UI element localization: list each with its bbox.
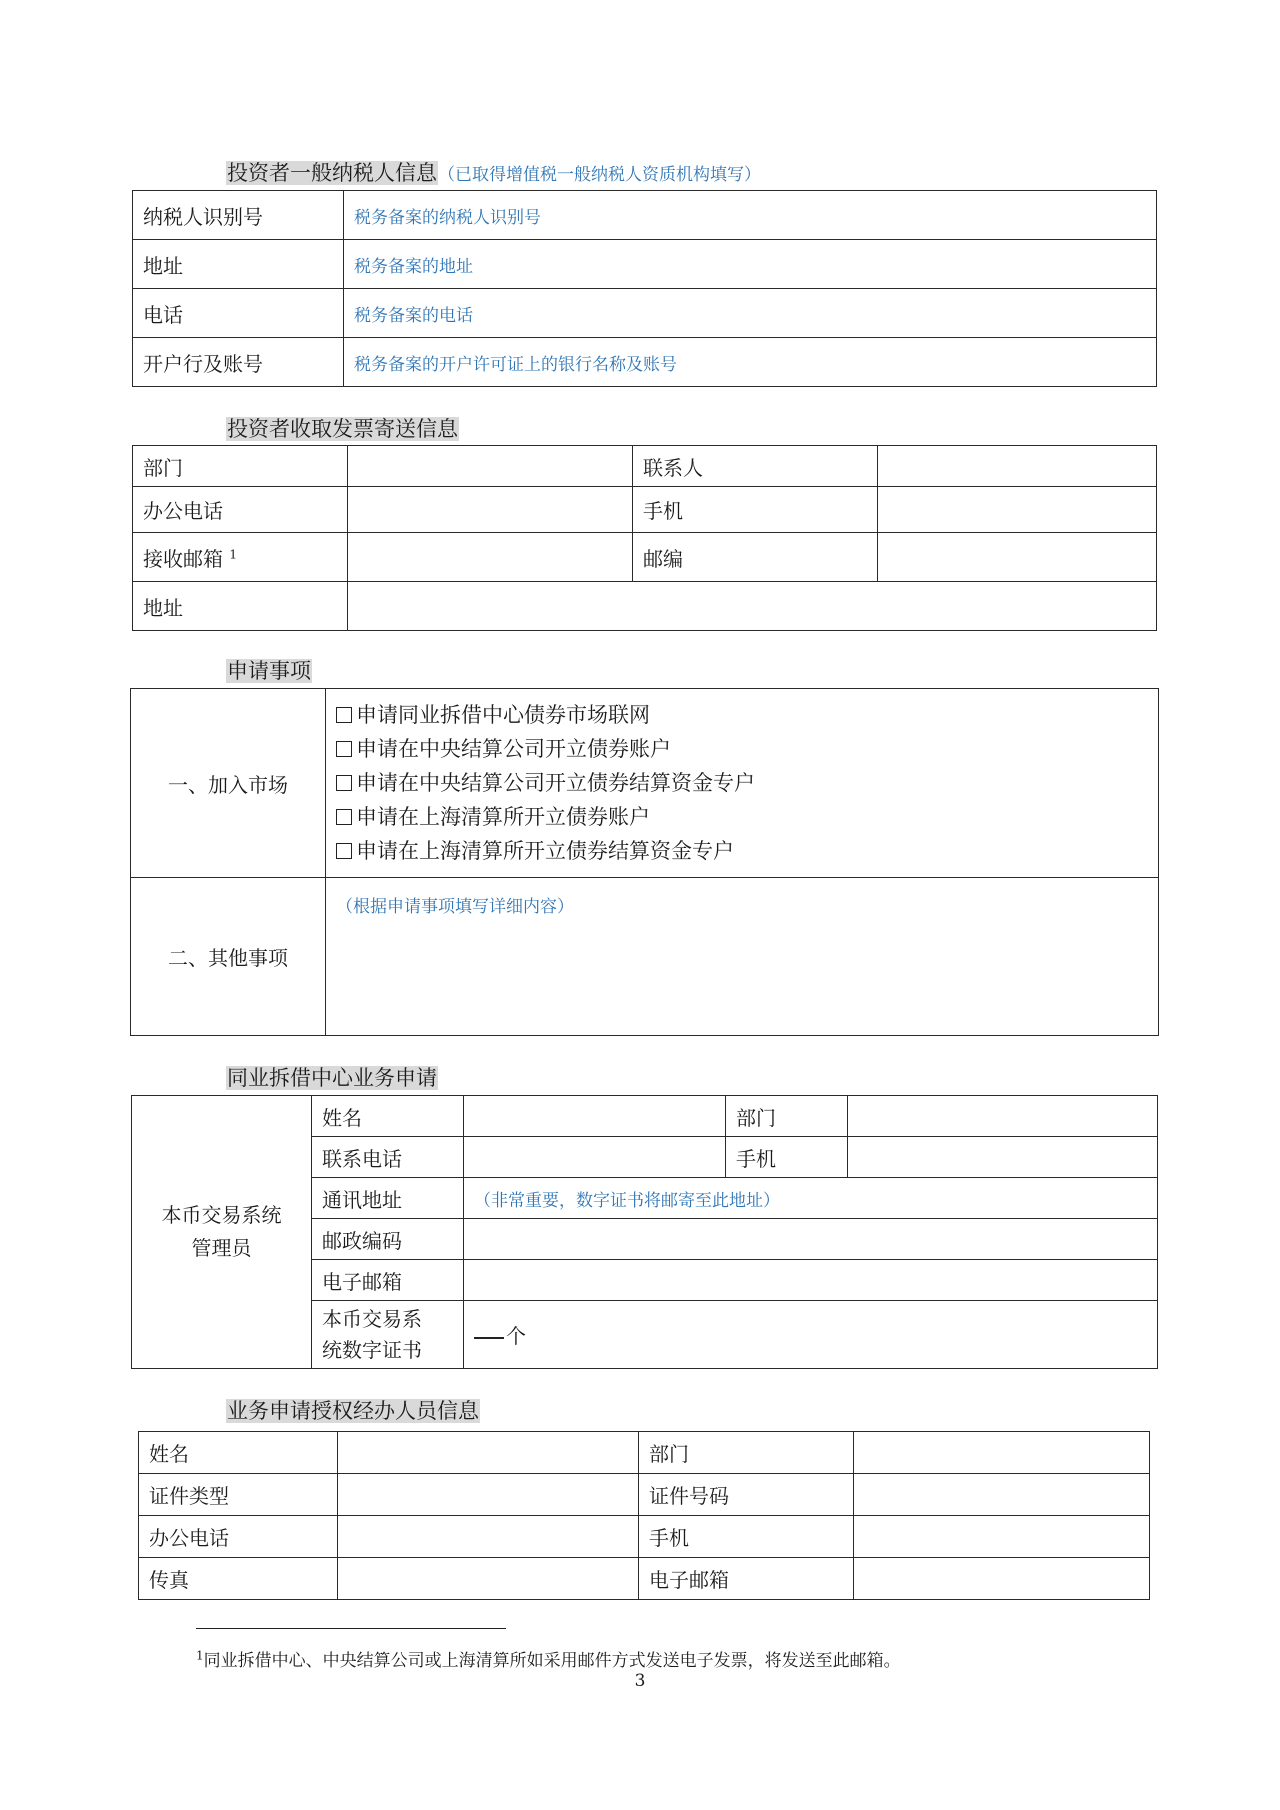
section1-title	[226, 160, 761, 188]
address-field[interactable]	[348, 582, 1157, 631]
email-field[interactable]	[464, 1260, 1158, 1301]
section5-title	[226, 1398, 480, 1424]
dept-field[interactable]	[848, 1096, 1158, 1137]
email-field[interactable]	[348, 533, 633, 582]
option-label: 申请在中央结算公司开立债券账户	[356, 737, 671, 761]
admin-label	[132, 1096, 312, 1369]
mailing-address-field[interactable]: （非常重要，数字证书将邮寄至此地址）	[464, 1178, 1158, 1219]
table-row	[131, 689, 1159, 878]
section4-title	[226, 1065, 438, 1091]
table-row	[133, 582, 1157, 631]
office-phone-field[interactable]	[348, 487, 633, 533]
table-row	[139, 1474, 1150, 1516]
checkbox-icon[interactable]	[336, 775, 352, 791]
email-field[interactable]	[854, 1558, 1150, 1600]
dept-label: 部门	[639, 1432, 854, 1474]
email-label	[133, 533, 348, 582]
option-ccdc-settlement-account[interactable]	[336, 766, 1148, 800]
footnote-mark: 1	[196, 1648, 204, 1663]
join-market-options	[326, 689, 1159, 878]
name-field[interactable]	[338, 1432, 639, 1474]
authorized-agent-table	[138, 1431, 1150, 1600]
table-row	[133, 191, 1157, 240]
phone-field[interactable]: 税务备案的电话	[344, 289, 1157, 338]
mobile-label: 手机	[639, 1516, 854, 1558]
join-market-label: 一、加入市场	[131, 689, 326, 878]
section1-title-text: 投资者一般纳税人信息	[227, 161, 437, 185]
contact-field[interactable]	[878, 446, 1157, 487]
mobile-label: 手机	[633, 487, 878, 533]
footnote-text: 同业拆借中心、中央结算公司或上海清算所如采用邮件方式发送电子发票，将发送至此邮箱。	[203, 1651, 901, 1671]
table-row	[133, 338, 1157, 387]
dept-field[interactable]	[854, 1432, 1150, 1474]
address-field[interactable]: 税务备案的地址	[344, 240, 1157, 289]
postcode-field[interactable]	[464, 1219, 1158, 1260]
address-label: 地址	[133, 582, 348, 631]
name-label: 姓名	[312, 1096, 464, 1137]
page-number: 3	[634, 1671, 646, 1691]
dept-field[interactable]	[348, 446, 633, 487]
option-shch-settlement-account[interactable]	[336, 834, 1148, 868]
cfets-admin-table	[131, 1095, 1158, 1369]
invoice-delivery-table	[132, 445, 1157, 631]
footnote-ref: 1	[229, 546, 237, 561]
section4-title-text: 同业拆借中心业务申请	[227, 1066, 437, 1090]
postcode-field[interactable]	[878, 533, 1157, 582]
taxpayer-id-field[interactable]: 税务备案的纳税人识别号	[344, 191, 1157, 240]
checkbox-icon[interactable]	[336, 741, 352, 757]
contact-phone-field[interactable]	[464, 1137, 726, 1178]
taxpayer-info-table	[132, 190, 1157, 387]
id-type-label: 证件类型	[139, 1474, 338, 1516]
bank-account-field[interactable]: 税务备案的开户许可证上的银行名称及账号	[344, 338, 1157, 387]
cert-count-field[interactable]	[464, 1301, 1158, 1369]
table-row	[133, 446, 1157, 487]
table-row	[139, 1432, 1150, 1474]
office-phone-label: 办公电话	[139, 1516, 338, 1558]
name-field[interactable]	[464, 1096, 726, 1137]
option-label: 申请在上海清算所开立债券账户	[356, 805, 650, 829]
cert-label	[312, 1301, 464, 1369]
mobile-field[interactable]	[878, 487, 1157, 533]
contact-label: 联系人	[633, 446, 878, 487]
section2-title	[226, 416, 459, 442]
checkbox-icon[interactable]	[336, 809, 352, 825]
mobile-field[interactable]	[848, 1137, 1158, 1178]
section3-title	[226, 658, 312, 684]
footnote	[196, 1646, 901, 1671]
cert-label-line1: 本币交易系	[322, 1306, 422, 1331]
taxpayer-id-label: 纳税人识别号	[133, 191, 344, 240]
table-row	[131, 878, 1159, 1036]
option-ccdc-bond-account[interactable]	[336, 732, 1148, 766]
email-label-text: 接收邮箱	[143, 546, 223, 571]
option-shch-bond-account[interactable]	[336, 800, 1148, 834]
dept-label: 部门	[133, 446, 348, 487]
table-row	[133, 487, 1157, 533]
option-label: 申请同业拆借中心债券市场联网	[356, 703, 650, 727]
cert-label-line2: 统数字证书	[322, 1337, 422, 1362]
phone-label: 电话	[133, 289, 344, 338]
checkbox-icon[interactable]	[336, 707, 352, 723]
mailing-address-label: 通讯地址	[312, 1178, 464, 1219]
admin-label-line2: 管理员	[191, 1236, 252, 1260]
blank-underline	[474, 1337, 504, 1339]
id-number-field[interactable]	[854, 1474, 1150, 1516]
other-items-field[interactable]: （根据申请事项填写详细内容）	[326, 878, 1159, 1036]
footnote-divider	[196, 1628, 506, 1629]
fax-label: 传真	[139, 1558, 338, 1600]
postcode-label: 邮编	[633, 533, 878, 582]
checkbox-icon[interactable]	[336, 843, 352, 859]
postcode-label: 邮政编码	[312, 1219, 464, 1260]
dept-label: 部门	[726, 1096, 848, 1137]
cert-unit: 个	[506, 1324, 526, 1348]
name-label: 姓名	[139, 1432, 338, 1474]
fax-field[interactable]	[338, 1558, 639, 1600]
table-row	[139, 1558, 1150, 1600]
id-number-label: 证件号码	[639, 1474, 854, 1516]
mobile-label: 手机	[726, 1137, 848, 1178]
address-label: 地址	[133, 240, 344, 289]
section3-title-text: 申请事项	[227, 659, 311, 683]
office-phone-field[interactable]	[338, 1516, 639, 1558]
mobile-field[interactable]	[854, 1516, 1150, 1558]
id-type-field[interactable]	[338, 1474, 639, 1516]
table-row	[133, 289, 1157, 338]
section5-title-text: 业务申请授权经办人员信息	[227, 1399, 479, 1423]
option-label: 申请在上海清算所开立债券结算资金专户	[356, 839, 734, 863]
section2-title-text: 投资者收取发票寄送信息	[227, 417, 458, 441]
admin-label-line1: 本币交易系统	[161, 1203, 282, 1227]
email-label: 电子邮箱	[639, 1558, 854, 1600]
office-phone-label: 办公电话	[133, 487, 348, 533]
application-items-table	[130, 688, 1159, 1036]
contact-phone-label: 联系电话	[312, 1137, 464, 1178]
option-interbank-network[interactable]	[336, 698, 1148, 732]
table-row	[133, 533, 1157, 582]
bank-account-label: 开户行及账号	[133, 338, 344, 387]
other-items-label: 二、其他事项	[131, 878, 326, 1036]
table-row	[133, 240, 1157, 289]
table-row	[132, 1096, 1158, 1137]
table-row	[139, 1516, 1150, 1558]
email-label: 电子邮箱	[312, 1260, 464, 1301]
option-label: 申请在中央结算公司开立债券结算资金专户	[356, 771, 755, 795]
section1-note: （已取得增值税一般纳税人资质机构填写）	[438, 165, 761, 185]
